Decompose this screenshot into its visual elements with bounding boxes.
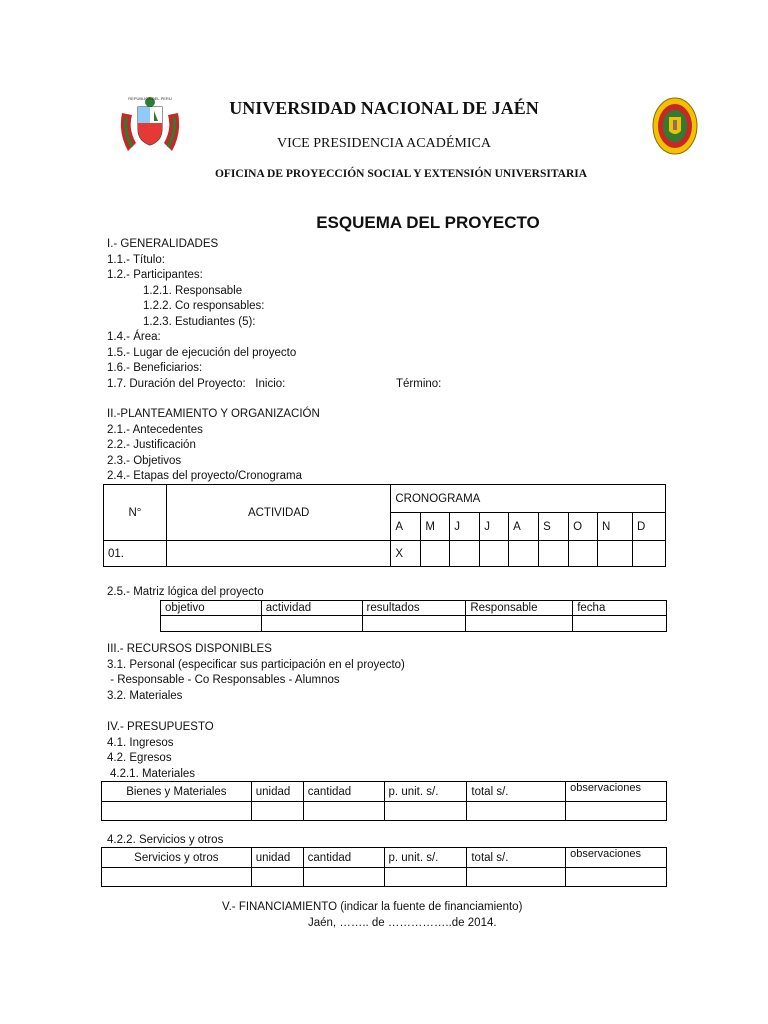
empty-cell: [102, 868, 252, 887]
matriz-header: fecha: [573, 601, 667, 616]
col-cronograma-header: CRONOGRAMA: [391, 485, 666, 513]
svg-text:REPUBLICA DEL PERU: REPUBLICA DEL PERU: [128, 96, 172, 101]
materiales-header: total s/.: [467, 782, 566, 802]
item-duracion: 1.7. Duración del Proyecto: Inicio:: [107, 378, 286, 390]
empty-cell: [303, 868, 384, 887]
empty-cell: [161, 616, 262, 632]
item-objetivos: 2.3.- Objetivos: [107, 455, 182, 467]
empty-cell: [509, 541, 539, 567]
materiales-header: p. unit. s/.: [384, 782, 467, 802]
row-number: 01.: [104, 541, 167, 567]
month-cell: J: [450, 513, 480, 541]
servicios-header: total s/.: [467, 848, 566, 868]
month-cell: A: [391, 513, 421, 541]
month-cell: A: [509, 513, 539, 541]
empty-cell: [102, 802, 252, 821]
item-personal: 3.1. Personal (especificar sus participación en el proyecto): [107, 659, 405, 671]
month-cell: M: [421, 513, 450, 541]
item-co-responsables: 1.2.2. Co responsables:: [143, 300, 265, 312]
row-mark: X: [391, 541, 421, 567]
empty-cell: [569, 541, 598, 567]
empty-cell: [566, 868, 667, 887]
empty-cell: [362, 616, 466, 632]
empty-cell: [467, 802, 566, 821]
section-3-heading: III.- RECURSOS DISPONIBLES: [107, 643, 272, 655]
vice-presidency: VICE PRESIDENCIA ACADÉMICA: [277, 136, 491, 151]
materiales-header: observaciones: [566, 782, 667, 802]
matriz-header: resultados: [362, 601, 466, 616]
office-name: OFICINA DE PROYECCIÓN SOCIAL Y EXTENSIÓN UNIVERSITARIA: [214, 168, 588, 180]
item-matriz: 2.5.- Matriz lógica del proyecto: [107, 586, 264, 598]
item-lugar: 1.5.- Lugar de ejecución del proyecto: [107, 347, 297, 359]
servicios-table: [101, 847, 667, 887]
empty-cell: [566, 802, 667, 821]
empty-cell: [573, 616, 667, 632]
matriz-header: actividad: [261, 601, 362, 616]
item-termino: Término:: [396, 378, 442, 390]
month-cell: J: [480, 513, 509, 541]
empty-cell: [450, 541, 480, 567]
month-cell: O: [569, 513, 598, 541]
month-cell: D: [632, 513, 665, 541]
university-name: UNIVERSIDAD NACIONAL DE JAÉN: [229, 98, 539, 118]
month-cell: N: [598, 513, 633, 541]
matriz-table: [160, 600, 667, 632]
date-line: Jaén, …….. de ……………..de 2014.: [308, 917, 497, 929]
empty-cell: [261, 616, 362, 632]
section-5-heading: V.- FINANCIAMIENTO (indicar la fuente de financiamiento): [222, 901, 523, 913]
servicios-header: Servicios y otros: [102, 848, 252, 868]
item-materiales-recursos: 3.2. Materiales: [107, 690, 183, 702]
servicios-header: p. unit. s/.: [384, 848, 467, 868]
cronograma-table: [103, 484, 666, 567]
empty-cell: [467, 868, 566, 887]
section-4-heading: IV.- PRESUPUESTO: [107, 721, 214, 733]
item-etapas: 2.4.- Etapas del proyecto/Cronograma: [107, 470, 302, 482]
row-activity: [166, 541, 391, 567]
item-antecedentes: 2.1.- Antecedentes: [107, 424, 203, 436]
empty-cell: [303, 802, 384, 821]
servicios-header: unidad: [251, 848, 303, 868]
document-title: ESQUEMA DEL PROYECTO: [316, 213, 540, 232]
empty-cell: [421, 541, 450, 567]
servicios-header: cantidad: [303, 848, 384, 868]
empty-cell: [384, 868, 467, 887]
section-2-heading: II.-PLANTEAMIENTO Y ORGANIZACIÓN: [107, 408, 320, 420]
item-justificacion: 2.2.- Justificación: [107, 439, 196, 451]
empty-cell: [480, 541, 509, 567]
col-activity-header: ACTIVIDAD: [166, 485, 391, 541]
item-participantes: 1.2.- Participantes:: [107, 269, 203, 281]
item-egresos: 4.2. Egresos: [107, 752, 172, 764]
col-number-header: N°: [104, 485, 167, 541]
item-materiales: 4.2.1. Materiales: [110, 768, 196, 780]
item-servicios: 4.2.2. Servicios y otros: [107, 834, 224, 846]
materiales-header: cantidad: [303, 782, 384, 802]
materiales-table: [101, 781, 667, 821]
item-area: 1.4.- Área:: [107, 331, 161, 343]
item-estudiantes: 1.2.3. Estudiantes (5):: [143, 316, 256, 328]
empty-cell: [384, 802, 467, 821]
item-roles: - Responsable - Co Responsables - Alumnos: [107, 674, 340, 686]
materiales-header: Bienes y Materiales: [102, 782, 252, 802]
materiales-header: unidad: [251, 782, 303, 802]
item-titulo: 1.1.- Título:: [107, 254, 165, 266]
matriz-header: Responsable: [466, 601, 573, 616]
section-1-heading: I.- GENERALIDADES: [107, 238, 219, 250]
item-ingresos: 4.1. Ingresos: [107, 737, 174, 749]
empty-cell: [466, 616, 573, 632]
empty-cell: [632, 541, 665, 567]
empty-cell: [598, 541, 633, 567]
month-cell: S: [539, 513, 569, 541]
servicios-header: observaciones: [566, 848, 667, 868]
empty-cell: [251, 868, 303, 887]
item-beneficiarios: 1.6.- Beneficiarios:: [107, 362, 203, 374]
matriz-header: objetivo: [161, 601, 262, 616]
item-responsable: 1.2.1. Responsable: [143, 285, 243, 297]
empty-cell: [251, 802, 303, 821]
empty-cell: [539, 541, 569, 567]
